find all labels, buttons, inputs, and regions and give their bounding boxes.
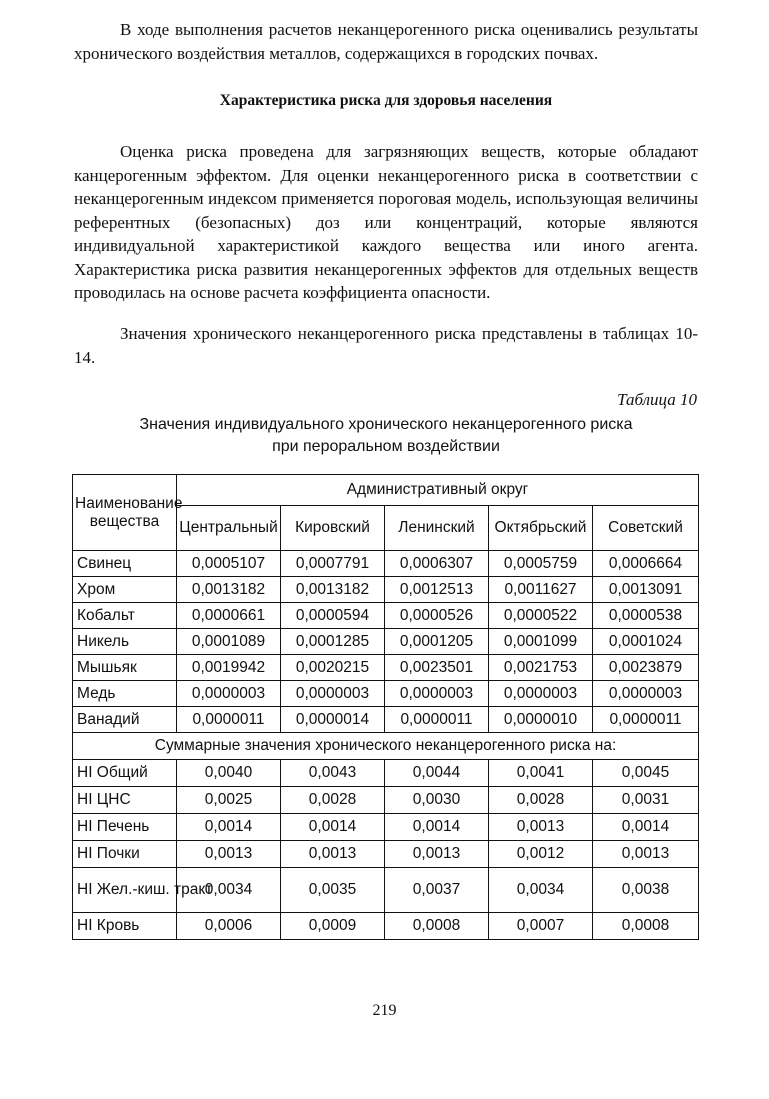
- value-cell: 0,0000003: [385, 681, 489, 707]
- table-row: [73, 814, 699, 841]
- value-cell: 0,0000011: [177, 707, 281, 733]
- value-cell: 0,0023501: [385, 655, 489, 681]
- risk-table: [72, 474, 699, 940]
- row-label: HI Кровь: [73, 913, 177, 940]
- value-cell: 0,0006: [177, 913, 281, 940]
- row-label: HI Жел.-киш. тракт: [73, 868, 177, 913]
- table-row: [73, 913, 699, 940]
- value-cell: 0,0009: [281, 913, 385, 940]
- table-caption: [74, 414, 698, 458]
- body-paragraph-2: Значения хронического неканцерогенного риска представлены в таблицах 10-14.: [74, 324, 698, 367]
- value-cell: 0,0035: [281, 868, 385, 913]
- value-cell: 0,0007: [489, 913, 593, 940]
- value-cell: 0,0000011: [593, 707, 699, 733]
- value-cell: 0,0038: [593, 868, 699, 913]
- value-cell: 0,0013182: [177, 577, 281, 603]
- value-cell: 0,0014: [593, 814, 699, 841]
- value-cell: 0,0000003: [489, 681, 593, 707]
- row-label: HI Печень: [73, 814, 177, 841]
- value-cell: 0,0001205: [385, 629, 489, 655]
- value-cell: 0,0031: [593, 787, 699, 814]
- row-label: HI Почки: [73, 841, 177, 868]
- table-row: [73, 603, 699, 629]
- row-label: HI ЦНС: [73, 787, 177, 814]
- district-header: Октябрьский: [489, 506, 593, 551]
- table-row: [73, 551, 699, 577]
- value-cell: 0,0005107: [177, 551, 281, 577]
- value-cell: 0,0001089: [177, 629, 281, 655]
- value-cell: 0,0000003: [281, 681, 385, 707]
- value-cell: 0,0000661: [177, 603, 281, 629]
- district-header: Ленинский: [385, 506, 489, 551]
- district-header: Центральный: [177, 506, 281, 551]
- row-label: Мышьяк: [73, 655, 177, 681]
- value-cell: 0,0014: [177, 814, 281, 841]
- value-cell: 0,0044: [385, 760, 489, 787]
- value-cell: 0,0005759: [489, 551, 593, 577]
- value-cell: 0,0008: [593, 913, 699, 940]
- value-cell: 0,0000522: [489, 603, 593, 629]
- value-cell: 0,0014: [281, 814, 385, 841]
- value-cell: 0,0013: [177, 841, 281, 868]
- caption-line-1: Значения индивидуального хронического неканцерогенного риска: [139, 416, 633, 433]
- table-row: [73, 577, 699, 603]
- page-number: 219: [372, 1002, 397, 1019]
- value-cell: 0,0028: [281, 787, 385, 814]
- value-cell: 0,0013182: [281, 577, 385, 603]
- value-cell: 0,0011627: [489, 577, 593, 603]
- value-cell: 0,0013: [385, 841, 489, 868]
- value-cell: 0,0013: [281, 841, 385, 868]
- value-cell: 0,0021753: [489, 655, 593, 681]
- summary-header: Суммарные значения хронического неканцерогенного риска на:: [73, 733, 699, 760]
- value-cell: 0,0001024: [593, 629, 699, 655]
- value-cell: 0,0013091: [593, 577, 699, 603]
- table-row: [73, 760, 699, 787]
- value-cell: 0,0034: [177, 868, 281, 913]
- value-cell: 0,0006664: [593, 551, 699, 577]
- value-cell: 0,0008: [385, 913, 489, 940]
- table-row: [73, 868, 699, 913]
- value-cell: 0,0012: [489, 841, 593, 868]
- row-label: HI Общий: [73, 760, 177, 787]
- value-cell: 0,0019942: [177, 655, 281, 681]
- value-cell: 0,0037: [385, 868, 489, 913]
- row-label: Свинец: [73, 551, 177, 577]
- district-header: Советский: [593, 506, 699, 551]
- value-cell: 0,0043: [281, 760, 385, 787]
- value-cell: 0,0025: [177, 787, 281, 814]
- value-cell: 0,0040: [177, 760, 281, 787]
- value-cell: 0,0030: [385, 787, 489, 814]
- value-cell: 0,0013: [489, 814, 593, 841]
- table-row: [73, 707, 699, 733]
- intro-paragraph: В ходе выполнения расчетов неканцерогенного риска оценивались результаты хронического воздействия металлов, содержащихся в городских почвах.: [74, 20, 698, 63]
- row-label: Никель: [73, 629, 177, 655]
- table-row: [73, 681, 699, 707]
- value-cell: 0,0000594: [281, 603, 385, 629]
- value-cell: 0,0012513: [385, 577, 489, 603]
- value-cell: 0,0000003: [177, 681, 281, 707]
- district-header: Кировский: [281, 506, 385, 551]
- row-label: Хром: [73, 577, 177, 603]
- row-label: Кобальт: [73, 603, 177, 629]
- row-label: Медь: [73, 681, 177, 707]
- body-paragraph-1: Оценка риска проведена для загрязняющих веществ, которые обладают канцерогенным эффектом. Для оценки неканцерогенного риска в соответствии с неканцерогенным индексом применяется пороговая модель, использующая величины референтных (безопасных) доз или концентраций, которые являются индивидуальной характеристикой каждого вещества или иного агента. Характеристика риска развития неканцерогенных эффектов для отдельных веществ проводилась на основе расчета коэффициента опасности.: [74, 142, 698, 302]
- value-cell: 0,0000538: [593, 603, 699, 629]
- row-label: Ванадий: [73, 707, 177, 733]
- table-row: [73, 841, 699, 868]
- name-column-header: Наименование вещества: [73, 475, 177, 551]
- value-cell: 0,0013: [593, 841, 699, 868]
- value-cell: 0,0000010: [489, 707, 593, 733]
- value-cell: 0,0020215: [281, 655, 385, 681]
- value-cell: 0,0000011: [385, 707, 489, 733]
- value-cell: 0,0000003: [593, 681, 699, 707]
- value-cell: 0,0006307: [385, 551, 489, 577]
- value-cell: 0,0028: [489, 787, 593, 814]
- value-cell: 0,0014: [385, 814, 489, 841]
- value-cell: 0,0001285: [281, 629, 385, 655]
- table-row: [73, 787, 699, 814]
- value-cell: 0,0023879: [593, 655, 699, 681]
- value-cell: 0,0000526: [385, 603, 489, 629]
- value-cell: 0,0045: [593, 760, 699, 787]
- section-heading: Характеристика риска для здоровья населения: [219, 92, 553, 109]
- value-cell: 0,0034: [489, 868, 593, 913]
- value-cell: 0,0007791: [281, 551, 385, 577]
- value-cell: 0,0001099: [489, 629, 593, 655]
- value-cell: 0,0041: [489, 760, 593, 787]
- table-label: Таблица 10: [617, 390, 697, 409]
- caption-line-2: при пероральном воздействии: [272, 438, 500, 455]
- table-row: [73, 655, 699, 681]
- district-group-header: Административный округ: [177, 475, 699, 506]
- table-row: [73, 629, 699, 655]
- value-cell: 0,0000014: [281, 707, 385, 733]
- table-row: [73, 733, 699, 760]
